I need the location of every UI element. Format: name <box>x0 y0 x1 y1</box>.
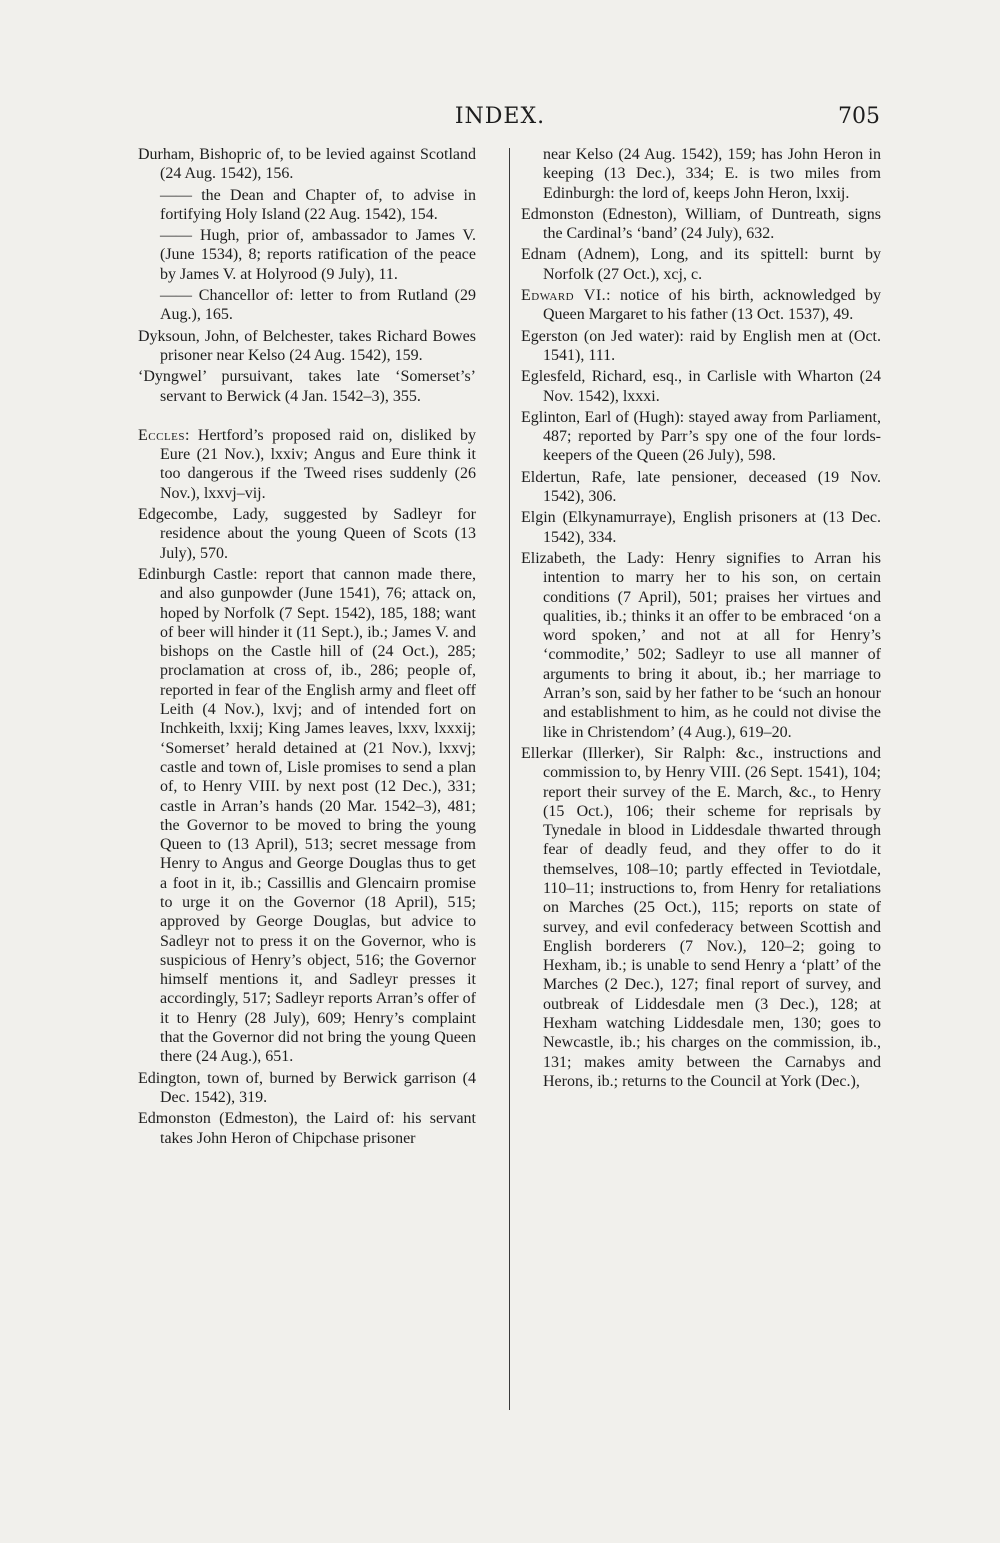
index-entry <box>521 205 881 244</box>
index-entry <box>521 508 881 547</box>
index-entry <box>521 549 881 742</box>
entry-text: : Hertford’s proposed raid on, disliked by Eure (21 Nov.), lxxiv; Angus and Eure think it too dangerous if the Tweed rises suddenly (26 Nov.), lxxvj–vij. <box>160 426 476 502</box>
entry-text: Edmonston (Edmeston), the Laird of: his servant takes John Heron of Chipchase prisoner <box>138 1110 476 1147</box>
entry-text: Eglinton, Earl of (Hugh): stayed away from Parliament, 487; reported by Parr’s spy one of the four lords-keepers of the Queen (26 July), 598. <box>521 408 881 465</box>
entry-text: near Kelso (24 Aug. 1542), 159; has John Heron in keeping (13 Dec.), 334; E. is two miles from Edinburgh: the lord of, keeps John Heron, lxxij. <box>543 146 881 202</box>
entry-gap <box>138 408 476 426</box>
entry-text: Eldertun, Rafe, late pensioner, deceased (19 Nov. 1542), 306. <box>521 468 881 506</box>
entry-text: Edinburgh Castle: report that cannon made there, and also gunpowder (June 1541), 76; attack on, hoped by Norfolk (7 Sept. 1542), 185, 188; want of beer will hinder it (11 Sept.), ib.; James V. and bishops on the Castle hill of (24 Oct.), 285; proclamation at cross of, ib., 286; people of, reported in fear of the English army and fleet off Leith (4 Nov.), lxvj; and of intended fort on Inchkeith, lxxij; King James leaves, lxxv, lxxxij; ‘Somerset’ herald detained at (21 Nov.), lxxvj; castle and town of, Lisle promises to send a plan of, to Henry VIII. by next post (12 Dec.), 331; castle in Arran’s hands (20 Mar. 1542–3), 481; the Governor to be moved to bring the young Queen to (13 April), 513; secret message from Henry to Angus and George Douglas thus to get a foot in it, ib.; Cassillis and Glencairn promise to urge it on the Governor (18 April), 515; approved by George Douglas, but advice to Sadleyr not to press it on the Governor, who is suspicious of Henry’s object, 516; the Governor himself mentions it, and Sadleyr presses it accordingly, 517; Sadleyr reports Arran’s offer of it to Henry (28 July), 609; Henry’s complaint that the Governor did not bring the young Queen there (24 Aug.), 651. <box>138 565 476 1066</box>
index-subentry <box>138 226 476 284</box>
entry-text: —— Hugh, prior of, ambassador to James V. (June 1534), 8; reports ratification of the peace by James V. at Holyrood (9 July), 11. <box>160 227 476 283</box>
index-entry <box>521 468 881 507</box>
entry-text: Ellerkar (Illerker), Sir Ralph: &c., instructions and commission to, by Henry VIII. (26 Sept. 1541), 104; report their survey of the E. March, &c., to Henry (15 Oct.), 106; their scheme for reprisals by Tynedale in blood in Liddesdale thwarted through fear of deadly feud, and they offer to do it themselves, 108–10; partly effected in Teviotdale, 110–11; instructions to, from Henry for retaliations on Marches (25 Oct.), 115; reports on state of survey, and evil confederacy between Scottish and English borderers (7 Nov.), 120–2; going to Hexham, ib.; is unable to send Henry a ‘platt’ of the Marches (2 Dec.), 127; final report of survey, and outbreak of Liddesdale men (3 Dec.), 128; at Hexham watching Liddesdale men, 130; goes to Newcastle, ib.; his charges on the commission, ib., 131; makes amity between the Carnabys and Herons, ib.; returns to the Council at York (Dec.), <box>521 744 881 1090</box>
index-entry <box>138 1069 476 1108</box>
index-entry <box>138 327 476 366</box>
index-entry <box>521 286 881 325</box>
entry-text: Egerston (on Jed water): raid by English men at (Oct. 1541), 111. <box>521 327 881 364</box>
page-number: 705 <box>838 104 880 129</box>
left-column <box>138 145 476 1150</box>
index-entry-continued <box>521 145 881 203</box>
index-subentry <box>138 286 476 325</box>
entry-text: Edgecombe, Lady, suggested by Sadleyr for residence about the young Queen of Scots (13 July), 570. <box>138 506 476 562</box>
right-column <box>521 145 881 1093</box>
entry-text: Elgin (Elkynamurraye), English prisoners at (13 Dec. 1542), 334. <box>521 509 881 546</box>
index-entry <box>521 744 881 1091</box>
entry-text: Edington, town of, burned by Berwick garrison (4 Dec. 1542), 319. <box>138 1069 476 1106</box>
entry-text: —— Chancellor of: letter to from Rutland (29 Aug.), 165. <box>160 287 476 324</box>
running-head <box>0 104 1000 134</box>
entry-text: Dyksoun, John, of Belchester, takes Richard Bowes prisoner near Kelso (24 Aug. 1542), 159. <box>138 327 476 364</box>
entry-text: —— the Dean and Chapter of, to advise in fortifying Holy Island (22 Aug. 1542), 154. <box>160 186 476 223</box>
index-subentry <box>138 186 476 225</box>
entry-text: ‘Dyngwel’ pursuivant, takes late ‘Somerset’s’ servant to Berwick (4 Jan. 1542–3), 355. <box>138 368 476 405</box>
entry-heading: Eccles <box>138 426 186 444</box>
index-entry <box>521 327 881 366</box>
index-entry <box>138 565 476 1067</box>
entry-text: Eglesfeld, Richard, esq., in Carlisle with Wharton (24 Nov. 1542), lxxxi. <box>521 368 881 405</box>
index-entry <box>138 426 476 503</box>
page-title: INDEX. <box>454 104 546 129</box>
index-entry <box>521 408 881 466</box>
entry-text: Durham, Bishopric of, to be levied against Scotland (24 Aug. 1542), 156. <box>138 146 476 183</box>
entry-text: Edmonston (Edneston), William, of Duntreath, signs the Cardinal’s ‘band’ (24 July), 632. <box>521 205 881 243</box>
index-entry <box>521 245 881 284</box>
entry-text: Ednam (Adnem), Long, and its spittell: burnt by Norfolk (27 Oct.), xcj, c. <box>521 246 881 283</box>
index-entry <box>521 367 881 406</box>
entry-text: : notice of his birth, acknowledged by Queen Margaret to his father (13 Oct. 1537), 49. <box>543 287 881 324</box>
index-entry <box>138 1109 476 1148</box>
index-entry <box>138 505 476 563</box>
entry-heading: Edward VI. <box>521 287 607 305</box>
entry-text: Elizabeth, the Lady: Henry signifies to Arran his intention to marry her to his son, on certain conditions (7 April), 501; praises her virtues and qualities, ib.; thinks it an offer to be embraced ‘on a word spoken,’ and not at all for Henry’s ‘commodite,’ 502; Sadleyr to use all manner of arguments to bring it about, ib.; her marriage to Arran’s son, said by her father to be ‘such an honour and establishment to him, as he could not divise the like in Christendom’ (4 Aug.), 619–20. <box>521 549 881 741</box>
index-entry <box>138 145 476 184</box>
column-divider <box>509 148 510 1410</box>
index-entry <box>138 367 476 406</box>
